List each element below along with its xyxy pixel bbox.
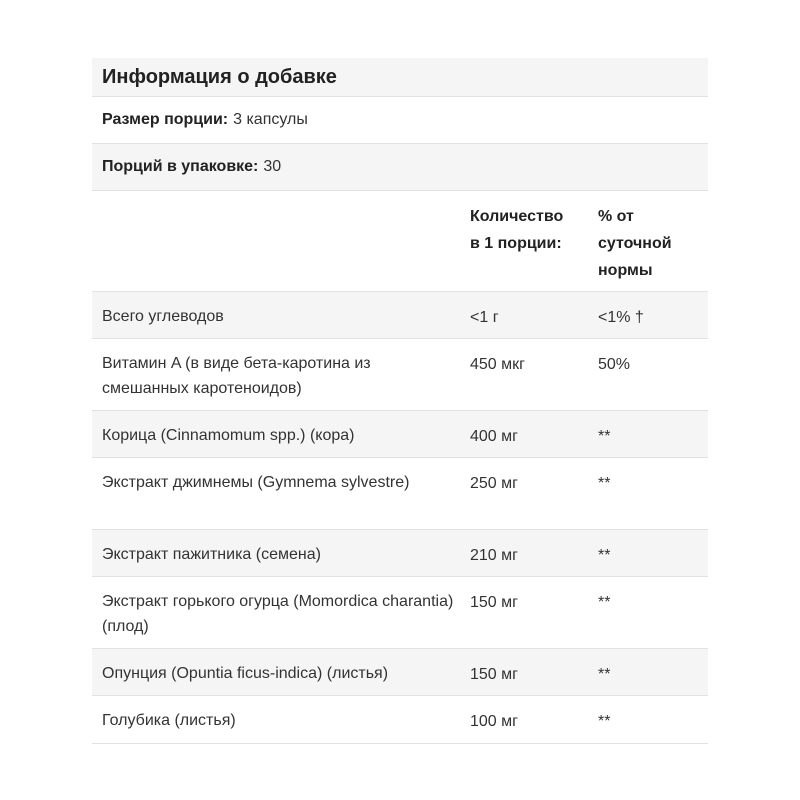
ingredient-amount: 150 мг (470, 594, 518, 611)
column-header-amount-line2: в 1 порции: (470, 235, 562, 252)
table-row (92, 458, 708, 530)
column-header-name (92, 191, 470, 291)
table-title: Информация о добавке (92, 58, 708, 97)
serving-size-value: 3 капсулы (233, 111, 308, 128)
supplement-facts-table (92, 58, 708, 744)
servings-per-container-value: 30 (263, 158, 282, 175)
table-row (92, 530, 708, 577)
column-header-dv (598, 191, 708, 291)
ingredient-amount: 400 мг (470, 428, 518, 445)
ingredient-amount: 250 мг (470, 475, 518, 492)
ingredient-dv: ** (598, 475, 611, 492)
serving-size-row (92, 97, 708, 144)
ingredient-name: Всего углеводов (102, 308, 224, 325)
ingredient-amount: <1 г (470, 309, 499, 326)
table-row (92, 339, 708, 411)
ingredient-dv: ** (598, 713, 611, 730)
ingredient-dv: 50% (598, 356, 631, 373)
column-header-dv-line2: суточной (598, 235, 672, 252)
ingredient-amount: 210 мг (470, 547, 518, 564)
column-header-amount (470, 191, 598, 291)
column-header-dv-line3: нормы (598, 262, 653, 279)
ingredient-name: Витамин A (в виде бета-каротина из смешанных каротеноидов) (102, 355, 371, 397)
table-row (92, 649, 708, 696)
ingredient-dv: ** (598, 594, 611, 611)
table-row (92, 696, 708, 744)
ingredient-dv: <1% † (598, 309, 644, 326)
ingredient-amount: 150 мг (470, 666, 518, 683)
ingredient-name: Экстракт пажитника (семена) (102, 546, 321, 563)
ingredient-name: Корица (Cinnamomum spp.) (кора) (102, 427, 355, 444)
ingredient-name: Экстракт горького огурца (Momordica charantia) (плод) (102, 593, 454, 635)
ingredient-dv: ** (598, 666, 611, 683)
ingredient-dv: ** (598, 428, 611, 445)
column-header-row (92, 191, 708, 292)
ingredient-name: Экстракт джимнемы (Gymnema sylvestre) (102, 474, 410, 491)
ingredient-name: Голубика (листья) (102, 712, 236, 729)
table-row (92, 292, 708, 339)
servings-per-container-row (92, 144, 708, 191)
ingredient-dv: ** (598, 547, 611, 564)
servings-per-container-label: Порций в упаковке: (102, 158, 259, 175)
serving-size-label: Размер порции: (102, 111, 229, 128)
ingredient-name: Опунция (Opuntia ficus-indica) (листья) (102, 665, 389, 682)
column-header-dv-line1: % от (598, 208, 634, 225)
column-header-amount-line1: Количество (470, 208, 564, 225)
table-row (92, 577, 708, 649)
table-row (92, 411, 708, 458)
ingredient-amount: 100 мг (470, 713, 518, 730)
ingredient-amount: 450 мкг (470, 356, 525, 373)
